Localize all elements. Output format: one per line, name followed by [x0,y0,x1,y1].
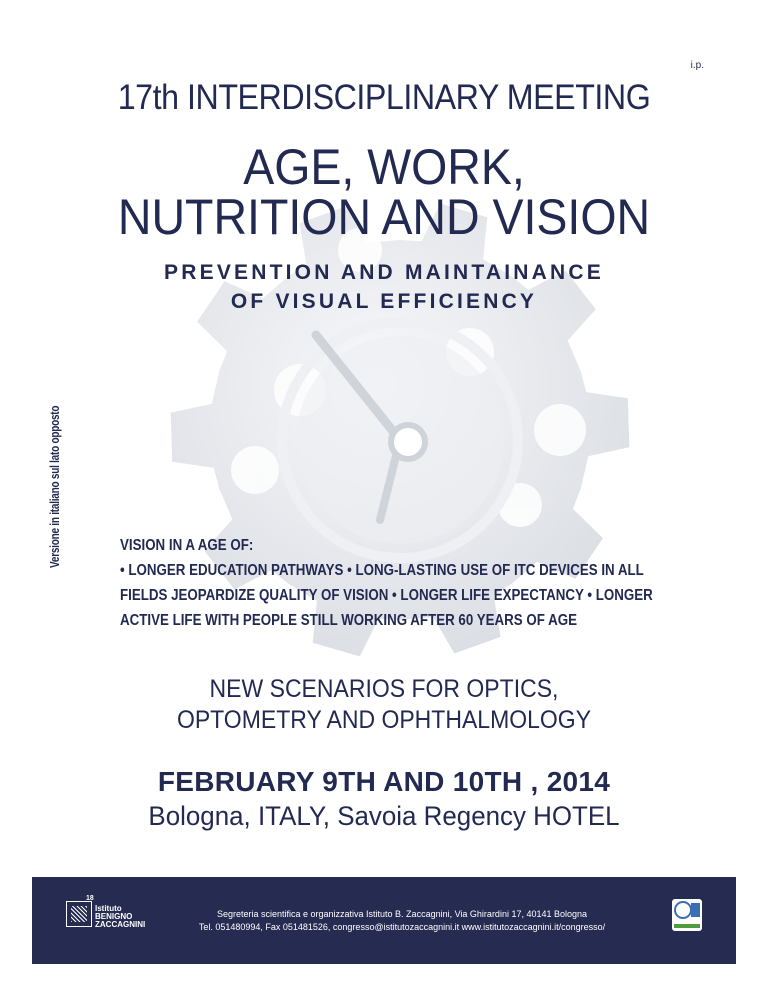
vision-paragraph [120,533,653,633]
footer-address: Segreteria scientifica e organizzativa Istituto B. Zaccagnini, Via Ghirardini 17, 40141 Bologna [216,909,588,919]
main-title [27,139,741,245]
logo-line: BENIGNO [95,912,133,921]
logo-line: Istituto [95,904,122,913]
footer-contacts: Tel. 051480994, Fax 051481526, congresso@istitutozaccagnini.it www.istitutozaccagnini.it/congresso/ [198,922,606,932]
logo-line: ZACCAGNINI [95,920,146,929]
subtitle-line: PREVENTION AND MAINTAINANCE [164,261,604,284]
clock-center [391,425,425,459]
vision-line: VISION IN A AGE OF: [120,537,254,554]
event-dates: FEBRUARY 9TH AND 10TH , 2014 [157,766,611,797]
corner-mark: i.p. [690,60,704,71]
subtitle-line: OF VISUAL EFFICIENCY [230,290,538,313]
meeting-title: 17th INTERDISCIPLINARY MEETING [117,78,651,117]
scenarios-line: OPTOMETRY AND OPHTHALMOLOGY [176,706,592,734]
main-title-line: NUTRITION AND VISION [117,189,651,245]
vision-line: ACTIVE LIFE WITH PEOPLE STILL WORKING AFTER 60 YEARS OF AGE [120,612,577,629]
istituto-logo-mark [66,901,92,927]
scenarios-line: NEW SCENARIOS FOR OPTICS, [209,675,559,703]
side-note-text: Versione in italiano sul lato opposto [48,405,62,568]
footer-bar [32,877,736,964]
subtitle [0,258,768,316]
scenarios-heading [31,674,738,736]
event-venue: Bologna, ITALY, Savoia Regency HOTEL [148,801,620,831]
partner-logo-icon [672,899,702,931]
main-title-line: AGE, WORK, [243,139,525,195]
vision-line: FIELDS JEOPARDIZE QUALITY OF VISION • LONGER LIFE EXPECTANCY • LONGER [120,587,653,604]
vision-line: • LONGER EDUCATION PATHWAYS • LONG-LASTING USE OF ITC DEVICES IN ALL [120,562,644,579]
logo-number: 18 [86,895,94,902]
